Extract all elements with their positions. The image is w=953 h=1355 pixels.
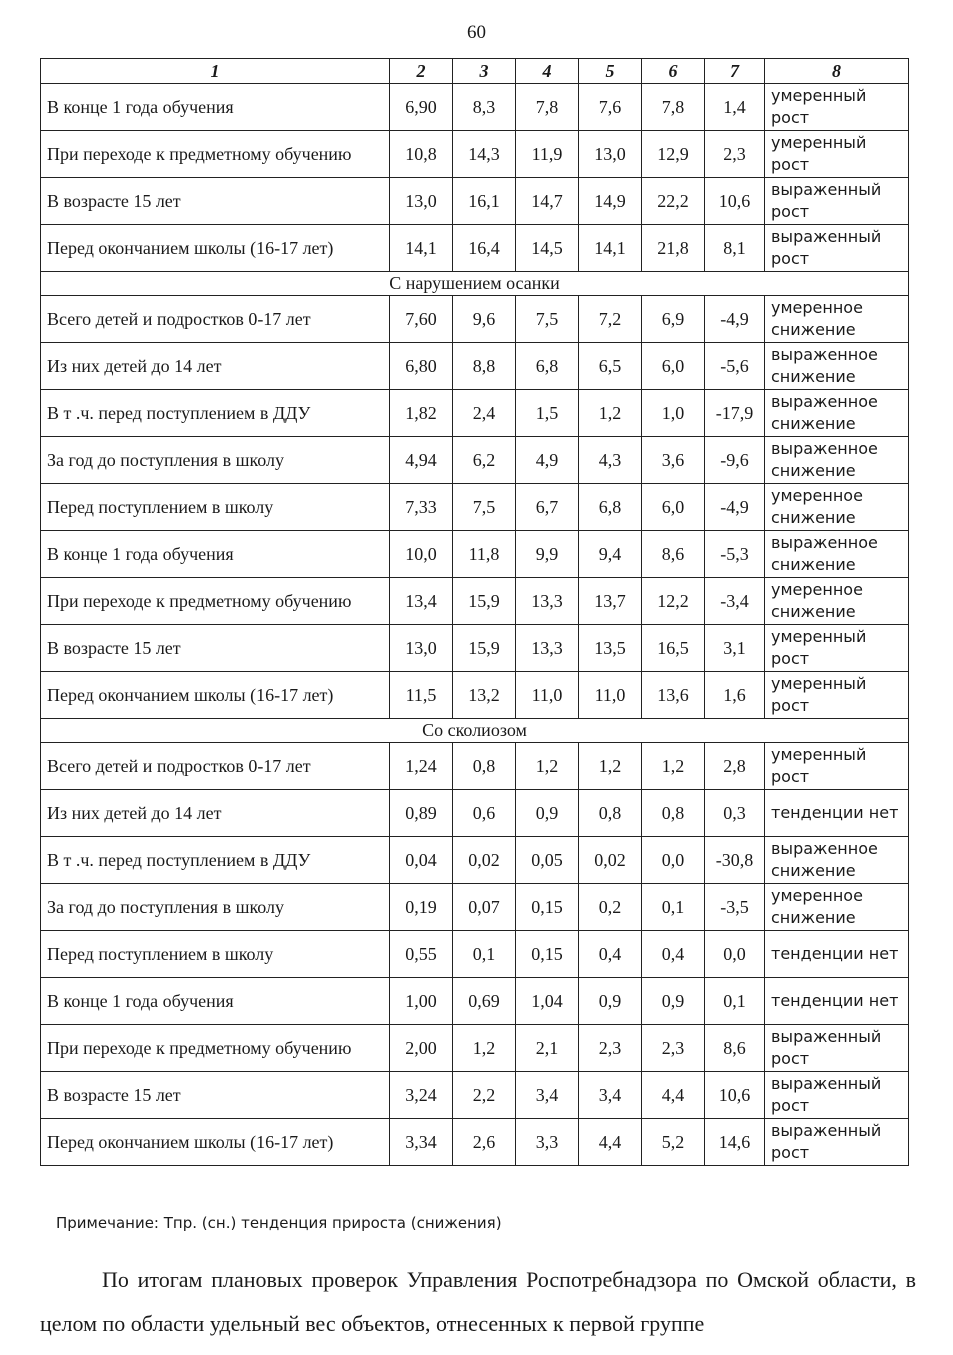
value-cell: 8,8 [453,343,516,390]
table-note: Примечание: Тпр. (сн.) тенденция прироста (снижения) [56,1214,502,1232]
value-cell: 0,0 [642,837,705,884]
value-cell: -5,3 [705,531,765,578]
value-cell: 6,90 [390,84,453,131]
header-cell: 7 [705,59,765,84]
value-cell: 1,2 [579,743,642,790]
value-cell: 1,2 [642,743,705,790]
value-cell: 1,4 [705,84,765,131]
table-row [41,343,909,390]
trend-cell: умеренный рост [765,743,909,790]
value-cell: 6,0 [642,343,705,390]
value-cell: -4,9 [705,296,765,343]
value-cell: 0,6 [453,790,516,837]
value-cell: 6,8 [579,484,642,531]
value-cell: 10,6 [705,178,765,225]
value-cell: 0,15 [516,884,579,931]
value-cell: 0,04 [390,837,453,884]
table-row [41,625,909,672]
value-cell: 0,3 [705,790,765,837]
row-label: Перед поступлением в школу [41,931,390,978]
value-cell: 3,1 [705,625,765,672]
value-cell: 13,6 [642,672,705,719]
trend-cell: выраженное снижение [765,837,909,884]
value-cell: 21,8 [642,225,705,272]
row-label: Всего детей и подростков 0-17 лет [41,743,390,790]
value-cell: 1,0 [642,390,705,437]
value-cell: 0,9 [642,978,705,1025]
value-cell: 0,07 [453,884,516,931]
row-label: При переходе к предметному обучению [41,1025,390,1072]
value-cell: 14,1 [579,225,642,272]
row-label: В конце 1 года обучения [41,84,390,131]
table-row [41,837,909,884]
value-cell: 1,2 [516,743,579,790]
value-cell: 0,8 [453,743,516,790]
value-cell: 0,2 [579,884,642,931]
header-cell: 2 [390,59,453,84]
trend-cell: умеренный рост [765,84,909,131]
value-cell: 0,1 [453,931,516,978]
value-cell: 13,7 [579,578,642,625]
table-row [41,1119,909,1166]
table-row [41,225,909,272]
table-row [41,931,909,978]
value-cell: 1,82 [390,390,453,437]
value-cell: 10,0 [390,531,453,578]
table-body [41,84,909,1166]
table-row [41,884,909,931]
value-cell: 6,8 [516,343,579,390]
value-cell: 10,6 [705,1072,765,1119]
row-label: В возрасте 15 лет [41,178,390,225]
value-cell: 14,5 [516,225,579,272]
trend-cell: умеренный рост [765,672,909,719]
value-cell: 4,4 [579,1119,642,1166]
value-cell: 6,7 [516,484,579,531]
value-cell: 9,4 [579,531,642,578]
value-cell: 2,6 [453,1119,516,1166]
value-cell: 11,0 [516,672,579,719]
trend-cell: выраженное снижение [765,437,909,484]
value-cell: 1,2 [579,390,642,437]
value-cell: 0,02 [579,837,642,884]
value-cell: 0,02 [453,837,516,884]
value-cell: 0,19 [390,884,453,931]
trend-cell: выраженный рост [765,1072,909,1119]
value-cell: 13,3 [516,625,579,672]
value-cell: 22,2 [642,178,705,225]
value-cell: 4,9 [516,437,579,484]
value-cell: 1,04 [516,978,579,1025]
value-cell: -30,8 [705,837,765,884]
value-cell: 14,7 [516,178,579,225]
value-cell: 0,89 [390,790,453,837]
table-row [41,1072,909,1119]
body-paragraph: По итогам плановых проверок Управления Роспотребнадзора по Омской области, в целом по области удельный вес объектов, отнесенных к первой группе [40,1267,916,1336]
value-cell: 11,5 [390,672,453,719]
value-cell: 6,80 [390,343,453,390]
value-cell: -17,9 [705,390,765,437]
table-row [41,178,909,225]
value-cell: 16,4 [453,225,516,272]
value-cell: 2,4 [453,390,516,437]
value-cell: 0,0 [705,931,765,978]
value-cell: 1,6 [705,672,765,719]
value-cell: 0,55 [390,931,453,978]
value-cell: 13,5 [579,625,642,672]
value-cell: -3,4 [705,578,765,625]
value-cell: 0,9 [579,978,642,1025]
trend-cell: выраженное снижение [765,531,909,578]
row-label: Всего детей и подростков 0-17 лет [41,296,390,343]
value-cell: 3,24 [390,1072,453,1119]
row-label: Из них детей до 14 лет [41,790,390,837]
value-cell: 2,2 [453,1072,516,1119]
value-cell: 13,0 [579,131,642,178]
row-label: Перед поступлением в школу [41,484,390,531]
value-cell: 2,00 [390,1025,453,1072]
row-label: Перед окончанием школы (16-17 лет) [41,672,390,719]
value-cell: 14,9 [579,178,642,225]
trend-cell: выраженный рост [765,225,909,272]
value-cell: 12,2 [642,578,705,625]
value-cell: 7,2 [579,296,642,343]
value-cell: 0,05 [516,837,579,884]
value-cell: 9,6 [453,296,516,343]
header-cell: 5 [579,59,642,84]
row-label: В конце 1 года обучения [41,978,390,1025]
value-cell: 0,9 [516,790,579,837]
row-label: В т .ч. перед поступлением в ДДУ [41,837,390,884]
value-cell: 2,8 [705,743,765,790]
table-row [41,131,909,178]
section-title: Со сколиозом [41,719,909,743]
trend-cell: выраженный рост [765,1025,909,1072]
row-label: В возрасте 15 лет [41,625,390,672]
value-cell: 16,5 [642,625,705,672]
value-cell: 1,24 [390,743,453,790]
value-cell: 14,3 [453,131,516,178]
value-cell: 8,6 [642,531,705,578]
value-cell: 0,4 [579,931,642,978]
table-row [41,390,909,437]
header-cell: 1 [41,59,390,84]
value-cell: 7,6 [579,84,642,131]
value-cell: 11,0 [579,672,642,719]
value-cell: 2,1 [516,1025,579,1072]
value-cell: 6,0 [642,484,705,531]
table-row [41,790,909,837]
value-cell: 6,2 [453,437,516,484]
row-label: В конце 1 года обучения [41,531,390,578]
row-label: В возрасте 15 лет [41,1072,390,1119]
value-cell: 4,94 [390,437,453,484]
trend-cell: умеренное снижение [765,296,909,343]
table-row [41,437,909,484]
value-cell: 0,1 [705,978,765,1025]
trend-cell: умеренный рост [765,625,909,672]
trend-cell: умеренный рост [765,131,909,178]
value-cell: 3,4 [516,1072,579,1119]
header-cell: 8 [765,59,909,84]
table-row [41,978,909,1025]
value-cell: 10,8 [390,131,453,178]
trend-cell: выраженное снижение [765,343,909,390]
value-cell: 15,9 [453,625,516,672]
value-cell: 3,4 [579,1072,642,1119]
header-cell: 3 [453,59,516,84]
header-cell: 4 [516,59,579,84]
trend-cell: выраженный рост [765,1119,909,1166]
value-cell: 14,1 [390,225,453,272]
value-cell: 14,6 [705,1119,765,1166]
value-cell: 9,9 [516,531,579,578]
value-cell: 3,34 [390,1119,453,1166]
value-cell: 6,9 [642,296,705,343]
trend-cell: выраженный рост [765,178,909,225]
trend-cell: выраженное снижение [765,390,909,437]
value-cell: 13,0 [390,625,453,672]
table-row [41,743,909,790]
value-cell: 5,2 [642,1119,705,1166]
header-cell: 6 [642,59,705,84]
section-header-row [41,272,909,296]
trend-cell: тенденции нет [765,931,909,978]
value-cell: 7,8 [516,84,579,131]
value-cell: 7,5 [516,296,579,343]
trend-cell: умеренное снижение [765,484,909,531]
value-cell: 4,3 [579,437,642,484]
value-cell: 0,4 [642,931,705,978]
table-row [41,84,909,131]
row-label: За год до поступления в школу [41,884,390,931]
value-cell: 8,6 [705,1025,765,1072]
table-row [41,296,909,343]
table-header-row [41,59,909,84]
value-cell: 0,69 [453,978,516,1025]
page-number: 60 [467,22,486,43]
trend-cell: тенденции нет [765,978,909,1025]
value-cell: 3,6 [642,437,705,484]
trend-cell: умеренное снижение [765,884,909,931]
row-label: Из них детей до 14 лет [41,343,390,390]
value-cell: 3,3 [516,1119,579,1166]
value-cell: 7,33 [390,484,453,531]
row-label: Перед окончанием школы (16-17 лет) [41,225,390,272]
trend-cell: умеренное снижение [765,578,909,625]
table-row [41,578,909,625]
value-cell: 2,3 [579,1025,642,1072]
row-label: За год до поступления в школу [41,437,390,484]
value-cell: 4,4 [642,1072,705,1119]
value-cell: 0,8 [642,790,705,837]
value-cell: -5,6 [705,343,765,390]
table-row [41,484,909,531]
value-cell: 1,2 [453,1025,516,1072]
value-cell: 8,3 [453,84,516,131]
value-cell: 7,8 [642,84,705,131]
value-cell: 0,8 [579,790,642,837]
value-cell: 13,3 [516,578,579,625]
section-title: С нарушением осанки [41,272,909,296]
value-cell: 16,1 [453,178,516,225]
value-cell: -9,6 [705,437,765,484]
value-cell: 2,3 [642,1025,705,1072]
value-cell: -3,5 [705,884,765,931]
value-cell: -4,9 [705,484,765,531]
value-cell: 6,5 [579,343,642,390]
table-row [41,531,909,578]
value-cell: 0,15 [516,931,579,978]
value-cell: 0,1 [642,884,705,931]
value-cell: 11,8 [453,531,516,578]
statistics-table [40,58,909,1166]
value-cell: 11,9 [516,131,579,178]
section-header-row [41,719,909,743]
value-cell: 13,2 [453,672,516,719]
value-cell: 1,5 [516,390,579,437]
value-cell: 7,5 [453,484,516,531]
row-label: При переходе к предметному обучению [41,578,390,625]
value-cell: 8,1 [705,225,765,272]
row-label: В т .ч. перед поступлением в ДДУ [41,390,390,437]
value-cell: 12,9 [642,131,705,178]
value-cell: 2,3 [705,131,765,178]
table-row [41,672,909,719]
value-cell: 1,00 [390,978,453,1025]
value-cell: 7,60 [390,296,453,343]
value-cell: 13,0 [390,178,453,225]
row-label: При переходе к предметному обучению [41,131,390,178]
value-cell: 15,9 [453,578,516,625]
row-label: Перед окончанием школы (16-17 лет) [41,1119,390,1166]
table-row [41,1025,909,1072]
value-cell: 13,4 [390,578,453,625]
trend-cell: тенденции нет [765,790,909,837]
